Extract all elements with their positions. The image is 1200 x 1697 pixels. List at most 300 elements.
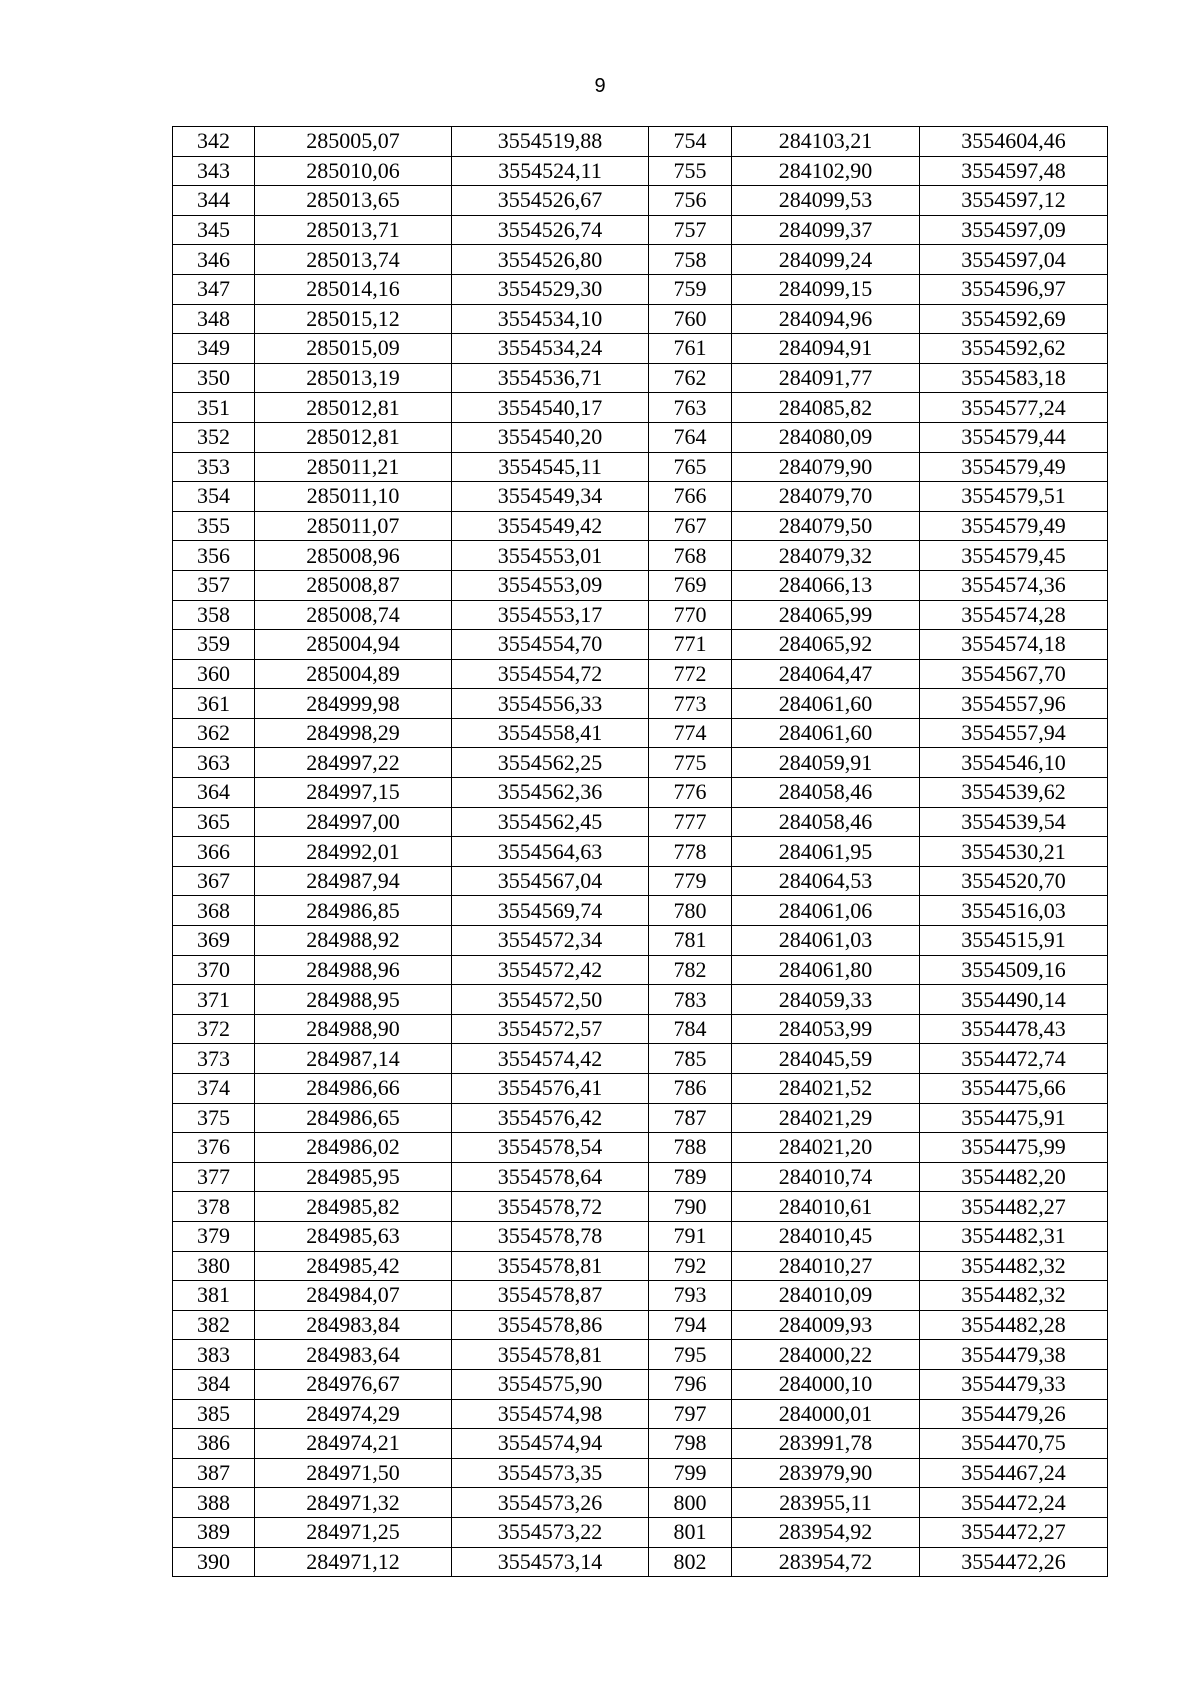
table-row — [173, 127, 1108, 157]
table-row — [173, 748, 1108, 778]
table-row — [173, 215, 1108, 245]
point-number-left: 382 — [173, 1310, 255, 1340]
table-row — [173, 1547, 1108, 1577]
y-coordinate-left: 3554574,98 — [452, 1399, 649, 1429]
table-row — [173, 511, 1108, 541]
y-coordinate-left: 3554556,33 — [452, 689, 649, 719]
point-number-right: 758 — [649, 245, 732, 275]
x-coordinate-left: 285014,16 — [255, 274, 452, 304]
point-number-right: 788 — [649, 1133, 732, 1163]
x-coordinate-right: 284061,06 — [732, 896, 920, 926]
point-number-left: 381 — [173, 1281, 255, 1311]
x-coordinate-left: 284985,95 — [255, 1162, 452, 1192]
point-number-left: 345 — [173, 215, 255, 245]
x-coordinate-right: 284099,24 — [732, 245, 920, 275]
point-number-left: 348 — [173, 304, 255, 334]
x-coordinate-left: 284974,29 — [255, 1399, 452, 1429]
y-coordinate-left: 3554578,72 — [452, 1192, 649, 1222]
y-coordinate-left: 3554526,80 — [452, 245, 649, 275]
x-coordinate-right: 284000,01 — [732, 1399, 920, 1429]
x-coordinate-left: 285011,07 — [255, 511, 452, 541]
x-coordinate-left: 285015,12 — [255, 304, 452, 334]
point-number-right: 776 — [649, 778, 732, 808]
page-number: 9 — [594, 75, 606, 97]
x-coordinate-left: 285015,09 — [255, 334, 452, 364]
x-coordinate-right: 284059,33 — [732, 985, 920, 1015]
point-number-left: 371 — [173, 985, 255, 1015]
point-number-right: 777 — [649, 807, 732, 837]
x-coordinate-left: 285004,94 — [255, 630, 452, 660]
point-number-right: 781 — [649, 926, 732, 956]
y-coordinate-right: 3554567,70 — [920, 659, 1108, 689]
x-coordinate-left: 284985,82 — [255, 1192, 452, 1222]
point-number-right: 802 — [649, 1547, 732, 1577]
x-coordinate-right: 284079,90 — [732, 452, 920, 482]
table-row — [173, 866, 1108, 896]
point-number-right: 772 — [649, 659, 732, 689]
point-number-right: 766 — [649, 482, 732, 512]
table-row — [173, 156, 1108, 186]
y-coordinate-right: 3554472,74 — [920, 1044, 1108, 1074]
table-row — [173, 1517, 1108, 1547]
y-coordinate-right: 3554482,32 — [920, 1251, 1108, 1281]
table-row — [173, 896, 1108, 926]
point-number-left: 374 — [173, 1074, 255, 1104]
x-coordinate-left: 284974,21 — [255, 1429, 452, 1459]
table-row — [173, 985, 1108, 1015]
point-number-left: 353 — [173, 452, 255, 482]
x-coordinate-left: 285004,89 — [255, 659, 452, 689]
point-number-left: 366 — [173, 837, 255, 867]
x-coordinate-right: 284099,37 — [732, 215, 920, 245]
point-number-left: 380 — [173, 1251, 255, 1281]
y-coordinate-right: 3554475,91 — [920, 1103, 1108, 1133]
point-number-right: 768 — [649, 541, 732, 571]
point-number-left: 352 — [173, 422, 255, 452]
y-coordinate-right: 3554583,18 — [920, 363, 1108, 393]
y-coordinate-left: 3554529,30 — [452, 274, 649, 304]
table-row — [173, 600, 1108, 630]
y-coordinate-left: 3554549,42 — [452, 511, 649, 541]
y-coordinate-right: 3554592,69 — [920, 304, 1108, 334]
x-coordinate-left: 284986,65 — [255, 1103, 452, 1133]
y-coordinate-left: 3554545,11 — [452, 452, 649, 482]
point-number-left: 379 — [173, 1221, 255, 1251]
y-coordinate-left: 3554564,63 — [452, 837, 649, 867]
y-coordinate-right: 3554574,28 — [920, 600, 1108, 630]
x-coordinate-right: 284099,15 — [732, 274, 920, 304]
point-number-right: 769 — [649, 570, 732, 600]
x-coordinate-right: 283979,90 — [732, 1458, 920, 1488]
y-coordinate-left: 3554562,36 — [452, 778, 649, 808]
point-number-left: 373 — [173, 1044, 255, 1074]
point-number-left: 344 — [173, 186, 255, 216]
y-coordinate-right: 3554530,21 — [920, 837, 1108, 867]
y-coordinate-right: 3554574,36 — [920, 570, 1108, 600]
y-coordinate-right: 3554557,96 — [920, 689, 1108, 719]
y-coordinate-right: 3554597,12 — [920, 186, 1108, 216]
y-coordinate-right: 3554490,14 — [920, 985, 1108, 1015]
x-coordinate-right: 284053,99 — [732, 1014, 920, 1044]
x-coordinate-left: 284986,02 — [255, 1133, 452, 1163]
y-coordinate-left: 3554572,42 — [452, 955, 649, 985]
y-coordinate-right: 3554597,48 — [920, 156, 1108, 186]
coordinates-table — [172, 126, 1108, 1577]
x-coordinate-left: 285008,96 — [255, 541, 452, 571]
x-coordinate-right: 284103,21 — [732, 127, 920, 157]
x-coordinate-right: 284061,60 — [732, 718, 920, 748]
point-number-left: 376 — [173, 1133, 255, 1163]
x-coordinate-left: 284983,64 — [255, 1340, 452, 1370]
point-number-left: 349 — [173, 334, 255, 364]
y-coordinate-right: 3554482,20 — [920, 1162, 1108, 1192]
x-coordinate-right: 283955,11 — [732, 1488, 920, 1518]
point-number-right: 779 — [649, 866, 732, 896]
x-coordinate-right: 284079,50 — [732, 511, 920, 541]
y-coordinate-right: 3554577,24 — [920, 393, 1108, 423]
x-coordinate-left: 285013,74 — [255, 245, 452, 275]
table-row — [173, 1310, 1108, 1340]
point-number-left: 384 — [173, 1369, 255, 1399]
y-coordinate-left: 3554553,17 — [452, 600, 649, 630]
x-coordinate-right: 284065,92 — [732, 630, 920, 660]
y-coordinate-right: 3554539,62 — [920, 778, 1108, 808]
x-coordinate-left: 285008,87 — [255, 570, 452, 600]
x-coordinate-left: 285012,81 — [255, 422, 452, 452]
y-coordinate-left: 3554553,09 — [452, 570, 649, 600]
x-coordinate-left: 284988,95 — [255, 985, 452, 1015]
x-coordinate-right: 284061,95 — [732, 837, 920, 867]
x-coordinate-left: 285008,74 — [255, 600, 452, 630]
point-number-right: 760 — [649, 304, 732, 334]
y-coordinate-left: 3554578,86 — [452, 1310, 649, 1340]
x-coordinate-right: 284099,53 — [732, 186, 920, 216]
point-number-left: 346 — [173, 245, 255, 275]
table-row — [173, 689, 1108, 719]
y-coordinate-left: 3554576,41 — [452, 1074, 649, 1104]
x-coordinate-right: 284079,70 — [732, 482, 920, 512]
y-coordinate-left: 3554572,57 — [452, 1014, 649, 1044]
point-number-right: 770 — [649, 600, 732, 630]
point-number-right: 784 — [649, 1014, 732, 1044]
point-number-left: 350 — [173, 363, 255, 393]
x-coordinate-right: 284000,22 — [732, 1340, 920, 1370]
y-coordinate-left: 3554578,64 — [452, 1162, 649, 1192]
y-coordinate-left: 3554526,67 — [452, 186, 649, 216]
table-row — [173, 482, 1108, 512]
point-number-right: 785 — [649, 1044, 732, 1074]
point-number-right: 783 — [649, 985, 732, 1015]
table-row — [173, 778, 1108, 808]
table-row — [173, 955, 1108, 985]
y-coordinate-right: 3554579,49 — [920, 511, 1108, 541]
x-coordinate-left: 284987,14 — [255, 1044, 452, 1074]
y-coordinate-left: 3554540,20 — [452, 422, 649, 452]
y-coordinate-right: 3554539,54 — [920, 807, 1108, 837]
y-coordinate-right: 3554479,33 — [920, 1369, 1108, 1399]
y-coordinate-right: 3554520,70 — [920, 866, 1108, 896]
y-coordinate-right: 3554482,32 — [920, 1281, 1108, 1311]
table-row — [173, 1369, 1108, 1399]
y-coordinate-right: 3554482,28 — [920, 1310, 1108, 1340]
point-number-left: 354 — [173, 482, 255, 512]
table-row — [173, 1044, 1108, 1074]
x-coordinate-left: 284986,85 — [255, 896, 452, 926]
point-number-right: 778 — [649, 837, 732, 867]
y-coordinate-left: 3554534,24 — [452, 334, 649, 364]
x-coordinate-left: 285011,21 — [255, 452, 452, 482]
point-number-left: 388 — [173, 1488, 255, 1518]
point-number-left: 367 — [173, 866, 255, 896]
y-coordinate-left: 3554578,81 — [452, 1340, 649, 1370]
x-coordinate-right: 284061,60 — [732, 689, 920, 719]
point-number-right: 771 — [649, 630, 732, 660]
table-row — [173, 1103, 1108, 1133]
point-number-left: 343 — [173, 156, 255, 186]
x-coordinate-left: 284987,94 — [255, 866, 452, 896]
x-coordinate-left: 285013,19 — [255, 363, 452, 393]
y-coordinate-right: 3554475,99 — [920, 1133, 1108, 1163]
point-number-right: 789 — [649, 1162, 732, 1192]
x-coordinate-left: 285013,71 — [255, 215, 452, 245]
table-row — [173, 1074, 1108, 1104]
y-coordinate-left: 3554574,94 — [452, 1429, 649, 1459]
point-number-right: 792 — [649, 1251, 732, 1281]
y-coordinate-right: 3554479,38 — [920, 1340, 1108, 1370]
y-coordinate-right: 3554478,43 — [920, 1014, 1108, 1044]
point-number-left: 378 — [173, 1192, 255, 1222]
y-coordinate-left: 3554562,25 — [452, 748, 649, 778]
y-coordinate-right: 3554557,94 — [920, 718, 1108, 748]
point-number-right: 800 — [649, 1488, 732, 1518]
y-coordinate-right: 3554475,66 — [920, 1074, 1108, 1104]
y-coordinate-left: 3554574,42 — [452, 1044, 649, 1074]
x-coordinate-right: 284094,96 — [732, 304, 920, 334]
table-row — [173, 630, 1108, 660]
point-number-right: 782 — [649, 955, 732, 985]
x-coordinate-right: 283991,78 — [732, 1429, 920, 1459]
table-row — [173, 1458, 1108, 1488]
point-number-left: 390 — [173, 1547, 255, 1577]
point-number-right: 756 — [649, 186, 732, 216]
point-number-left: 387 — [173, 1458, 255, 1488]
point-number-right: 780 — [649, 896, 732, 926]
point-number-right: 791 — [649, 1221, 732, 1251]
y-coordinate-left: 3554578,54 — [452, 1133, 649, 1163]
coordinates-table-body — [173, 127, 1108, 1577]
point-number-left: 363 — [173, 748, 255, 778]
x-coordinate-left: 284971,25 — [255, 1517, 452, 1547]
y-coordinate-right: 3554515,91 — [920, 926, 1108, 956]
point-number-right: 801 — [649, 1517, 732, 1547]
point-number-left: 386 — [173, 1429, 255, 1459]
y-coordinate-right: 3554597,04 — [920, 245, 1108, 275]
x-coordinate-right: 284058,46 — [732, 778, 920, 808]
x-coordinate-right: 284010,45 — [732, 1221, 920, 1251]
y-coordinate-right: 3554509,16 — [920, 955, 1108, 985]
point-number-right: 774 — [649, 718, 732, 748]
y-coordinate-left: 3554534,10 — [452, 304, 649, 334]
y-coordinate-left: 3554578,87 — [452, 1281, 649, 1311]
point-number-right: 796 — [649, 1369, 732, 1399]
point-number-right: 765 — [649, 452, 732, 482]
point-number-left: 359 — [173, 630, 255, 660]
x-coordinate-left: 284986,66 — [255, 1074, 452, 1104]
table-row — [173, 1133, 1108, 1163]
point-number-left: 383 — [173, 1340, 255, 1370]
point-number-right: 775 — [649, 748, 732, 778]
y-coordinate-right: 3554479,26 — [920, 1399, 1108, 1429]
x-coordinate-right: 284021,29 — [732, 1103, 920, 1133]
y-coordinate-left: 3554554,70 — [452, 630, 649, 660]
y-coordinate-left: 3554573,22 — [452, 1517, 649, 1547]
table-row — [173, 334, 1108, 364]
table-row — [173, 570, 1108, 600]
point-number-left: 355 — [173, 511, 255, 541]
x-coordinate-right: 284061,80 — [732, 955, 920, 985]
y-coordinate-right: 3554604,46 — [920, 127, 1108, 157]
y-coordinate-right: 3554472,26 — [920, 1547, 1108, 1577]
point-number-left: 369 — [173, 926, 255, 956]
table-row — [173, 304, 1108, 334]
y-coordinate-left: 3554569,74 — [452, 896, 649, 926]
y-coordinate-left: 3554554,72 — [452, 659, 649, 689]
y-coordinate-left: 3554575,90 — [452, 1369, 649, 1399]
table-row — [173, 1281, 1108, 1311]
table-row — [173, 1162, 1108, 1192]
x-coordinate-right: 284009,93 — [732, 1310, 920, 1340]
point-number-left: 385 — [173, 1399, 255, 1429]
x-coordinate-left: 285010,06 — [255, 156, 452, 186]
x-coordinate-right: 284091,77 — [732, 363, 920, 393]
y-coordinate-left: 3554578,81 — [452, 1251, 649, 1281]
table-row — [173, 718, 1108, 748]
y-coordinate-left: 3554573,26 — [452, 1488, 649, 1518]
y-coordinate-left: 3554562,45 — [452, 807, 649, 837]
point-number-right: 799 — [649, 1458, 732, 1488]
point-number-right: 773 — [649, 689, 732, 719]
point-number-left: 351 — [173, 393, 255, 423]
point-number-right: 798 — [649, 1429, 732, 1459]
x-coordinate-left: 284971,50 — [255, 1458, 452, 1488]
y-coordinate-right: 3554546,10 — [920, 748, 1108, 778]
point-number-left: 347 — [173, 274, 255, 304]
y-coordinate-left: 3554576,42 — [452, 1103, 649, 1133]
y-coordinate-right: 3554579,44 — [920, 422, 1108, 452]
x-coordinate-right: 284010,09 — [732, 1281, 920, 1311]
y-coordinate-left: 3554540,17 — [452, 393, 649, 423]
point-number-right: 794 — [649, 1310, 732, 1340]
table-row — [173, 186, 1108, 216]
y-coordinate-left: 3554549,34 — [452, 482, 649, 512]
table-row — [173, 1251, 1108, 1281]
y-coordinate-left: 3554558,41 — [452, 718, 649, 748]
y-coordinate-left: 3554567,04 — [452, 866, 649, 896]
y-coordinate-right: 3554579,51 — [920, 482, 1108, 512]
point-number-left: 365 — [173, 807, 255, 837]
y-coordinate-right: 3554597,09 — [920, 215, 1108, 245]
x-coordinate-left: 284992,01 — [255, 837, 452, 867]
table-row — [173, 1192, 1108, 1222]
table-row — [173, 452, 1108, 482]
x-coordinate-right: 284059,91 — [732, 748, 920, 778]
point-number-right: 761 — [649, 334, 732, 364]
x-coordinate-left: 284998,29 — [255, 718, 452, 748]
x-coordinate-right: 284010,61 — [732, 1192, 920, 1222]
point-number-right: 786 — [649, 1074, 732, 1104]
y-coordinate-right: 3554516,03 — [920, 896, 1108, 926]
point-number-left: 364 — [173, 778, 255, 808]
y-coordinate-right: 3554467,24 — [920, 1458, 1108, 1488]
x-coordinate-right: 284065,99 — [732, 600, 920, 630]
point-number-right: 790 — [649, 1192, 732, 1222]
x-coordinate-left: 285005,07 — [255, 127, 452, 157]
table-row — [173, 363, 1108, 393]
x-coordinate-right: 284061,03 — [732, 926, 920, 956]
x-coordinate-left: 284985,42 — [255, 1251, 452, 1281]
point-number-left: 362 — [173, 718, 255, 748]
table-row — [173, 1429, 1108, 1459]
point-number-right: 754 — [649, 127, 732, 157]
y-coordinate-left: 3554524,11 — [452, 156, 649, 186]
x-coordinate-right: 284021,52 — [732, 1074, 920, 1104]
point-number-left: 356 — [173, 541, 255, 571]
x-coordinate-left: 284997,22 — [255, 748, 452, 778]
x-coordinate-right: 284102,90 — [732, 156, 920, 186]
point-number-left: 375 — [173, 1103, 255, 1133]
point-number-right: 757 — [649, 215, 732, 245]
table-row — [173, 274, 1108, 304]
y-coordinate-left: 3554578,78 — [452, 1221, 649, 1251]
y-coordinate-left: 3554572,50 — [452, 985, 649, 1015]
x-coordinate-left: 284999,98 — [255, 689, 452, 719]
table-row — [173, 1014, 1108, 1044]
x-coordinate-right: 284064,47 — [732, 659, 920, 689]
table-row — [173, 659, 1108, 689]
y-coordinate-right: 3554472,24 — [920, 1488, 1108, 1518]
x-coordinate-left: 284976,67 — [255, 1369, 452, 1399]
x-coordinate-left: 284983,84 — [255, 1310, 452, 1340]
x-coordinate-left: 285011,10 — [255, 482, 452, 512]
x-coordinate-left: 284971,12 — [255, 1547, 452, 1577]
y-coordinate-right: 3554579,49 — [920, 452, 1108, 482]
y-coordinate-right: 3554482,27 — [920, 1192, 1108, 1222]
x-coordinate-left: 284988,92 — [255, 926, 452, 956]
y-coordinate-left: 3554519,88 — [452, 127, 649, 157]
point-number-left: 360 — [173, 659, 255, 689]
y-coordinate-right: 3554592,62 — [920, 334, 1108, 364]
point-number-right: 759 — [649, 274, 732, 304]
point-number-right: 767 — [649, 511, 732, 541]
x-coordinate-left: 284985,63 — [255, 1221, 452, 1251]
table-row — [173, 1488, 1108, 1518]
y-coordinate-left: 3554573,14 — [452, 1547, 649, 1577]
x-coordinate-left: 284997,15 — [255, 778, 452, 808]
x-coordinate-right: 284085,82 — [732, 393, 920, 423]
y-coordinate-left: 3554573,35 — [452, 1458, 649, 1488]
table-row — [173, 807, 1108, 837]
x-coordinate-right: 284045,59 — [732, 1044, 920, 1074]
x-coordinate-right: 283954,72 — [732, 1547, 920, 1577]
y-coordinate-right: 3554596,97 — [920, 274, 1108, 304]
x-coordinate-left: 284988,96 — [255, 955, 452, 985]
table-row — [173, 1221, 1108, 1251]
x-coordinate-left: 284988,90 — [255, 1014, 452, 1044]
x-coordinate-right: 284010,27 — [732, 1251, 920, 1281]
table-row — [173, 837, 1108, 867]
table-row — [173, 926, 1108, 956]
point-number-left: 372 — [173, 1014, 255, 1044]
